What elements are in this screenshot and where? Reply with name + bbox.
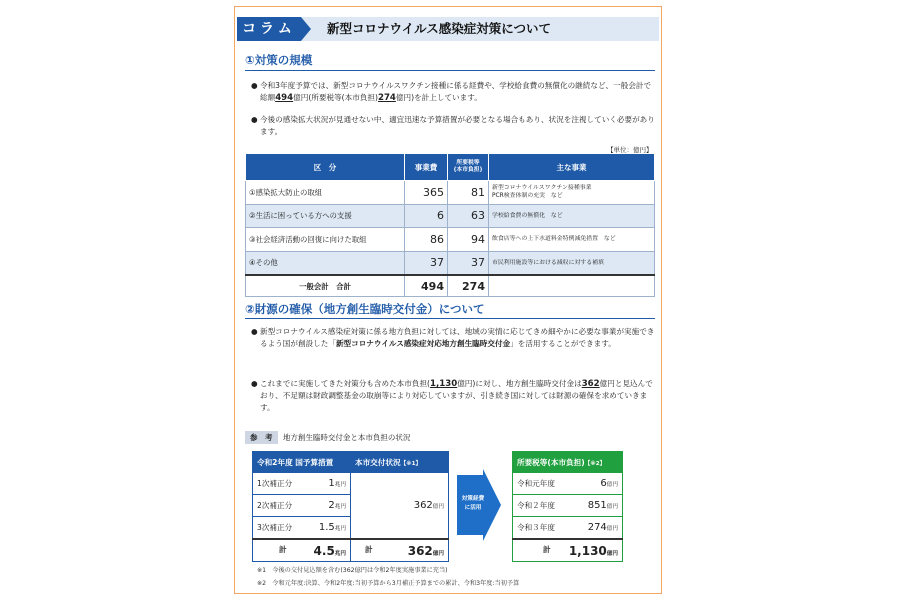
table-row: ①感染拡大防止の取組 365 81 新型コロナウイルスワクチン接種事業 PCR検査体制の充実 など	[246, 181, 655, 205]
section1-bullet-2: ● 今後の感染拡大状況が見通せない中、適宜迅速な予算措置が必要となる場合もあり、状況を注視していく必要があります。	[251, 115, 655, 136]
col-header-category: 区 分	[246, 154, 405, 181]
section2-bullet-1: ● 新型コロナウイルス感染症対策に係る地方負担に対しては、地域の実情に応じてきめ細やかに必要な事業が実施できるよう国が創設した「新型コロナウイルス感染症対応地方創生臨時交付金」を活用することができます。	[251, 327, 655, 348]
section1-rule	[245, 70, 655, 71]
section2-rule	[245, 318, 655, 319]
footnote-2: ※2 令和元年度:決算、令和2年度:当初予算から3月補正予算までの累計、令和3年度:当初予算	[257, 580, 520, 587]
col-header-main-projects: 主な事業	[489, 154, 655, 181]
unit-label: 【単位：億円】	[607, 146, 653, 154]
col-header-burden: 所要税等 (本市負担)	[448, 154, 489, 181]
city-grant-value: 362億円	[351, 473, 449, 540]
budget-table	[245, 153, 655, 297]
page-title: 新型コロナウイルス感染症対策について	[327, 21, 552, 36]
table-total-row: 一般会計 合計 494 274	[246, 275, 655, 297]
section1-title: ①対策の規模	[245, 53, 313, 67]
bullet-dot: ●	[251, 327, 258, 336]
bullet-dot: ●	[251, 81, 258, 90]
total-general-account: 494	[275, 93, 294, 103]
col-header-city-grant: 本市交付状況【※1】	[351, 452, 449, 473]
section1-bullet-1: ● 令和3年度予算では、新型コロナウイルスワクチン接種に係る経費や、学校給食費の無償化の継続など、一般会計で総額494億円(所要税等(本市負担)274億円)を計上しています。	[251, 81, 652, 103]
table-row: 1次補正分 1兆円 362億円	[253, 473, 449, 495]
reference-heading	[245, 431, 410, 444]
table-total-row: 計 1,130億円	[513, 539, 623, 562]
table-row: 3次補正分 1.5兆円	[253, 517, 449, 540]
section2-title: ②財源の確保（地方創生臨時交付金）について	[245, 302, 485, 316]
footnote-1: ※1 今後の交付見込額を含む(362億円は令和2年度実施事業に充当)	[257, 567, 448, 574]
table-row: 令和元年度 6億円	[513, 473, 623, 495]
table-row: 令和３年度 274億円	[513, 517, 623, 540]
table-row: 2次補正分 2兆円	[253, 495, 449, 517]
table-row: ③社会経済活動の回復に向けた取組 86 94 飲食店等への上下水道料金特例減免措置 など	[246, 228, 655, 252]
city-burden-table	[512, 451, 623, 562]
section2-bullet-2: ● これまでに実施してきた対策分も含めた本市負担(1,130億円)に対し、地方創生臨時交付金は362億円と見込んでおり、不足額は財政調整基金の取崩等により対応していますが、引き続き国に対しては財源の確保を求めていきます。	[251, 379, 653, 412]
national-budget-table	[252, 451, 449, 562]
reference-title: 地方創生臨時交付金と本市負担の状況	[282, 433, 411, 442]
flow-arrow-label: 対策経費 に活用	[461, 496, 485, 511]
table-row: ④その他 37 37 市民利用施設等における減収に対する補填	[246, 251, 655, 275]
column-tag-arrow	[301, 17, 311, 41]
column-tag: コラム	[237, 17, 301, 41]
reference-tag: 参 考	[245, 431, 278, 444]
total-city-burden: 274	[377, 93, 396, 103]
bullet-dot: ●	[251, 379, 258, 388]
column-page	[234, 6, 662, 594]
grant-name: 新型コロナウイルス感染症対応地方創生臨時交付金	[335, 339, 511, 348]
col-header-city-burden: 所要税等(本市負担)【※2】	[513, 452, 623, 473]
table-total-row: 計 4.5兆円 計 362億円	[253, 539, 449, 562]
col-header-national: 令和2年度 国予算措置	[253, 452, 351, 473]
table-row: 令和２年度 851億円	[513, 495, 623, 517]
column-header	[237, 17, 659, 41]
bullet-dot: ●	[251, 115, 258, 124]
col-header-cost: 事業費	[405, 154, 448, 181]
table-row: ②生活に困っている方への支援 6 63 学校給食費の無償化 など	[246, 204, 655, 228]
